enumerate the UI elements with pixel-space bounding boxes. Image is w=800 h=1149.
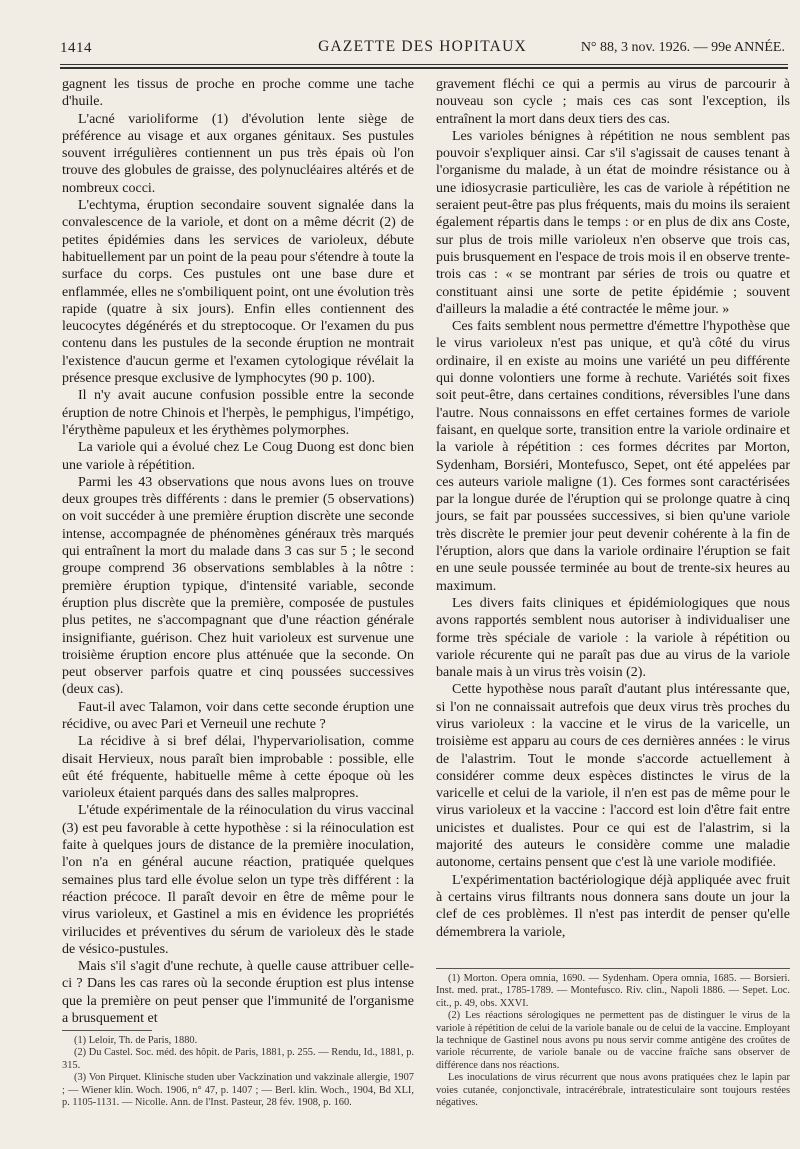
footnote-rule [436,968,790,969]
paragraph: L'echtyma, éruption secondaire souvent signalée dans la convalescence de la variole, et dont on a même décrit (2) de petites épidémies dans les services de varioleux, débute habituellement par un point de la peau pour s'étendre à toute la surface du corps. Ces pustules ont une base dure et enflammée, elles ne s'ombiliquent point, ont une évolution très rapide (quatre à six jours). Enfin elles contiennent des leucocytes dégénérés et du streptocoque. Or l'examen du pus contenu dans les pustules de la seconde éruption ne montrait l'existence d'aucun germe et l'examen cytologique révélait la présence presque exclusive de lymphocytes (90 p. 100). [62,198,414,387]
paragraph: L'expérimentation bactériologique déjà appliquée avec fruit à certains virus filtrants nous donnera sans doute un jour la clef de ces problèmes. Il n'est pas interdit de penser qu'elle démembrera la variole, [436,872,790,940]
paragraph: Les divers faits cliniques et épidémiologiques que nous avons rapportés semblent nous autoriser à individualiser une forme très spéciale de variole : la variole à répétition ou variole récurente qui ne paraît pas due au virus de la variole banale mais à un virus très voisin (2). [436,595,790,681]
page-number: 1414 [60,40,92,56]
footnote: (3) Von Pirquet. Klinische studen uber Vackzination und vakzinale allergie, 1907 ; — Wiener klin. Woch. 1906, n° 47, p. 1407 ; — Berl. klin. Woch., 1904, Bd XLI, p. 1105-1131. — Nicolle. Ann. de l'Inst. Pasteur, 28 fév. 1908, p. 160. [62,1072,414,1109]
paragraph: La récidive à si bref délai, l'hypervariolisation, comme disait Hervieux, nous paraît bien improbable : possible, elle eût été fréquente, habituelle même à cette époque où les varioleux étaient parqués dans des salles malpropres. [62,734,414,802]
left-column [62,76,414,1027]
paragraph: Cette hypothèse nous paraît d'autant plus intéressante que, si l'on ne connaissait autrefois que deux virus très proches du virus varioleux : la vaccine et le virus de la varicelle, un troisième est apparu au cours de ces dernières années : le virus de l'alastrim. Tout le monde s'accorde actuellement à considérer comme deux espèces distinctes le virus de la varicelle et celui de la variole, il n'en est pas de même pour le virus varioleux et la vaccine : l'accord est loin d'être fait entre unicistes et dualistes. Pour ce qui est de l'alastrim, si la majorité des auteurs le considère comme une maladie autonome, certains pensent que c'est là une variole modifiée. [436,682,790,871]
paragraph: L'étude expérimentale de la réinoculation du virus vaccinal (3) est peu favorable à cette hypothèse : si la réinoculation est faite à quelques jours de distance de la première inoculation, l'on n'a en général aucune réaction, pratiquée quelques semaines plus tard elle évolue selon un type très différent : la réaction précoce. Il paraît devoir en être de même pour le virus varioleux, et Gastinel a mis en évidence les propriétés virilucides et préventives du sérum de varioleux dès le stade de vésico-pustules. [62,803,414,957]
journal-title: GAZETTE DES HOPITAUX [318,38,527,55]
paragraph: Mais s'il s'agit d'une rechute, à quelle cause attribuer celle-ci ? Dans les cas rares où la seconde éruption est plus intense que la première on peut penser que l'immunité de l'organisme a brusquement et [62,959,414,1027]
footnote: (2) Du Castel. Soc. méd. des hôpit. de Paris, 1881, p. 255. — Rendu, Id., 1881, p. 315. [62,1047,414,1071]
paragraph: Ces faits semblent nous permettre d'émettre l'hypothèse que le virus varioleux n'est pas unique, et qu'à côté du virus ordinaire, il en existe au moins une variété un peu différente qui donne volontiers une forme à rechute. Variétés soit fixes soit peut-être, dans certaines conditions, réversibles l'une dans l'autre. Nous connaissons en effet certaines formes de variole faisant, en quelque sorte, transition entre la variole ordinaire et la variole à répétition : ces formes décrites par Morton, Sydenham, Borsiéri, Montefusco, Sepet, ont été appelées par ces auteurs variole maligne (1). Ces formes sont caractérisées par la longue durée de l'éruption qui se prolonge quatre à cinq jours, se fait par poussées successives, si bien qu'une variole très discrète le premier jour peut devenir cohérente à la fin de l'éruption, alors que dans la variole ordinaire l'éruption se fait en une seule poussée terminée au bout de trente-six heures au maximum. [436,319,790,594]
issue-info: N° 88, 3 nov. 1926. — 99e ANNÉE. [580,40,785,55]
header-rule-double [60,67,788,69]
footnote: (1) Morton. Opera omnia, 1690. — Sydenham. Opera omnia, 1685. — Borsieri. Inst. med. prat., 1785-1789. — Montefusco. Riv. clin., Napoli 1886. — Sepet. Loc. cit., p. 49, obs. XXVI. [436,973,790,1009]
right-footnotes [436,968,790,1109]
footnote: Les inoculations de virus récurrent que nous avons pratiquées chez le lapin par voies cutanée, conjonctivale, intracérébrale, intratesticulaire sont toujours restées négatives. [436,1072,790,1109]
right-column [436,76,790,941]
page-header [60,36,785,66]
footnote: (2) Les réactions sérologiques ne permettent pas de distinguer le virus de la variole à répétition de celui de la variole banale ou de celui de la vaccine. Employant la technique de Gastinel nous avons pu nous servir comme antigène des croûtes de variole récurrente, de variole banale ou de vaccine fraîche sans observer de différence dans nos réactions. [436,1010,790,1071]
left-footnotes [62,1030,414,1109]
paragraph: gravement fléchi ce qui a permis au virus de parcourir à nouveau son cycle ; mais ces cas sont l'exception, ils entraînent la mort dans deux tiers des cas. [436,77,790,127]
footnote: (1) Leloir, Th. de Paris, 1880. [74,1035,198,1046]
footnote-rule [62,1030,152,1031]
paragraph: Les varioles bénignes à répétition ne nous semblent pas pouvoir s'expliquer ainsi. Car s'il s'agissait de causes tenant à l'organisme du malade, à un état de moindre résistance ou à une idiosycrasie particulière, les cas de variole à répétition ne seraient peut-être pas plus fréquents, mais du moins ils seraient également répartis dans le temps : or en plus de dix ans Coste, sur plus de trois mille varioleux n'en observe que trois cas, puis brusquement en l'espace de trois mois il en observe trente-trois cas : « se montrant par séries de trois ou quatre et constituant ainsi une sorte de petite épidémie ; souvent d'ailleurs la maladie a été contractée le même jour. » [436,128,790,317]
paragraph: La variole qui a évolué chez Le Coug Duong est donc bien une variole à répétition. [62,440,414,473]
paragraph: Il n'y avait aucune confusion possible entre la seconde éruption de notre Chinois et l'herpès, le pemphigus, l'impétigo, l'érythème papuleux et les érythèmes polymorphes. [62,388,414,438]
paragraph: gagnent les tissus de proche en proche comme une tache d'huile. [62,77,414,110]
paragraph: L'acné varioliforme (1) d'évolution lente siège de préférence au visage et aux organes génitaux. Ses pustules souvent irrégulières contiennent un pus très épais où l'on trouve des globules de graisse, des polynucléaires altérés et de nombreux cocci. [62,111,414,196]
paragraph: Faut-il avec Talamon, voir dans cette seconde éruption une récidive, ou avec Pari et Verneuil une rechute ? [62,699,414,732]
header-rule [60,64,788,65]
paragraph: Parmi les 43 observations que nous avons lues on trouve deux groupes très différents : dans le premier (5 observations) on voit succéder à une première éruption discrète une seconde intense, accompagnée de phénomènes généraux très marqués qui entraînent la mort du malade dans 3 cas sur 5 ; le second groupe comprend 36 observations semblables à la nôtre : première éruption typique, d'intensité variable, seconde éruption plus discrète que la première, composée de pustules plus petites, ne s'accompagnant que d'une réaction générale insignifiante, guérison. Chez huit varioleux est survenue une troisième éruption encore plus atténuée que la seconde. On peut observer parfois quatre et cinq poussées successives (deux cas). [62,474,414,698]
